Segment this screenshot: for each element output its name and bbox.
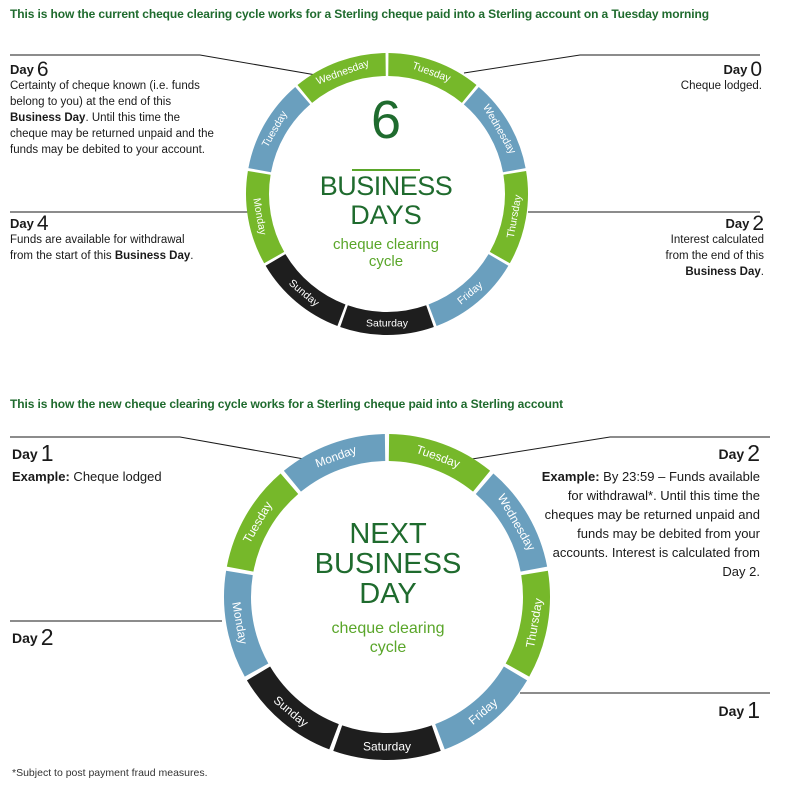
wheel1-center-sub1: cheque clearing xyxy=(333,236,439,253)
wheel2-label-monday: Monday xyxy=(229,600,251,646)
wheel1-label-friday: Friday xyxy=(455,279,486,308)
wheel2-label-thursday: Thursday xyxy=(522,597,546,649)
note2-day2-left-heading: Day 2 xyxy=(12,624,54,650)
note2-day1-left-text: Example: Cheque lodged xyxy=(12,469,162,484)
wheel1-label-thursday: Thursday xyxy=(504,193,525,240)
wheel1-label-tuesday: Tuesday xyxy=(259,108,291,150)
wheel1-center xyxy=(306,92,466,270)
wheel2-center xyxy=(296,519,480,657)
note-day4 xyxy=(10,212,210,264)
note-day2 xyxy=(650,212,764,280)
wheel1-label-wednesday: Wednesday xyxy=(314,57,371,88)
note2-day1-right xyxy=(660,697,760,723)
note-day0-text: Cheque lodged. xyxy=(680,80,762,92)
heading-new-cycle: This is how the new cheque clearing cycle works for a Sterling cheque paid into a Sterling account xyxy=(10,397,563,411)
note-day4-text: Funds are available for withdrawal from the start of this Business Day. xyxy=(10,234,194,262)
wheel2-label-wednesday: Wednesday xyxy=(494,491,539,554)
note2-day2-right xyxy=(540,440,760,581)
wheel2-center-line2: BUSINESS xyxy=(314,548,462,580)
wheel2-label-sunday: Sunday xyxy=(270,693,311,730)
wheel2-center-sub1: cheque clearing xyxy=(331,620,445,637)
wheel2-label-tuesday: Tuesday xyxy=(414,442,462,471)
wheel2-label-friday: Friday xyxy=(465,695,501,728)
wheel2-label-tuesday: Tuesday xyxy=(240,499,275,546)
note-day6-heading: Day 6 xyxy=(10,58,49,81)
wheel2-center-line3: DAY xyxy=(359,578,417,610)
note-day0-heading: Day 0 xyxy=(723,58,762,81)
wheel1-label-wednesday: Wednesday xyxy=(480,102,519,157)
wheel1-center-sub2: cycle xyxy=(368,253,404,270)
note2-day2-left xyxy=(12,624,112,650)
note2-day2-right-text: Example: By 23:59 – Funds available for withdrawal*. Until this time the cheques may be returned unpaid and funds may be debited from your accounts. Interest is calculated from Day 2. xyxy=(541,469,760,579)
note2-day2-right-heading: Day 2 xyxy=(718,440,760,466)
note-day0 xyxy=(600,58,762,94)
wheel2-center-sub2: cycle xyxy=(369,639,407,656)
wheel2-center-line1: NEXT xyxy=(349,518,427,550)
note-day6 xyxy=(10,58,220,158)
wheel1-center-number: 6 xyxy=(370,90,402,150)
wheel2-label-monday: Monday xyxy=(313,442,359,471)
note-day2-heading: Day 2 xyxy=(725,212,764,235)
note-day6-text: Certainty of cheque known (i.e. funds belong to you) at the end of this Business Day. Until this time the cheque may be returned unpaid and the funds may be debited to your account. xyxy=(10,80,214,156)
heading-current-cycle: This is how the current cheque clearing cycle works for a Sterling cheque paid into a Sterling account on a Tuesday morning xyxy=(10,7,709,21)
note-day4-heading: Day 4 xyxy=(10,212,49,235)
note2-day1-left xyxy=(12,440,212,486)
footnote: *Subject to post payment fraud measures. xyxy=(12,767,208,779)
wheel1-label-tuesday: Tuesday xyxy=(410,59,453,85)
wheel2-label-saturday: Saturday xyxy=(362,739,412,754)
wheel1-center-line2: DAYS xyxy=(350,200,422,230)
note-day2-text: Interest calculated from the end of this Business Day. xyxy=(665,234,764,278)
wheel1-center-line1: BUSINESS xyxy=(319,171,453,201)
note2-day1-right-heading: Day 1 xyxy=(718,697,760,723)
wheel1-label-sunday: Sunday xyxy=(286,277,322,310)
wheel1-label-saturday: Saturday xyxy=(365,317,409,330)
wheel1-label-monday: Monday xyxy=(250,197,269,236)
note2-day1-left-heading: Day 1 xyxy=(12,440,54,466)
